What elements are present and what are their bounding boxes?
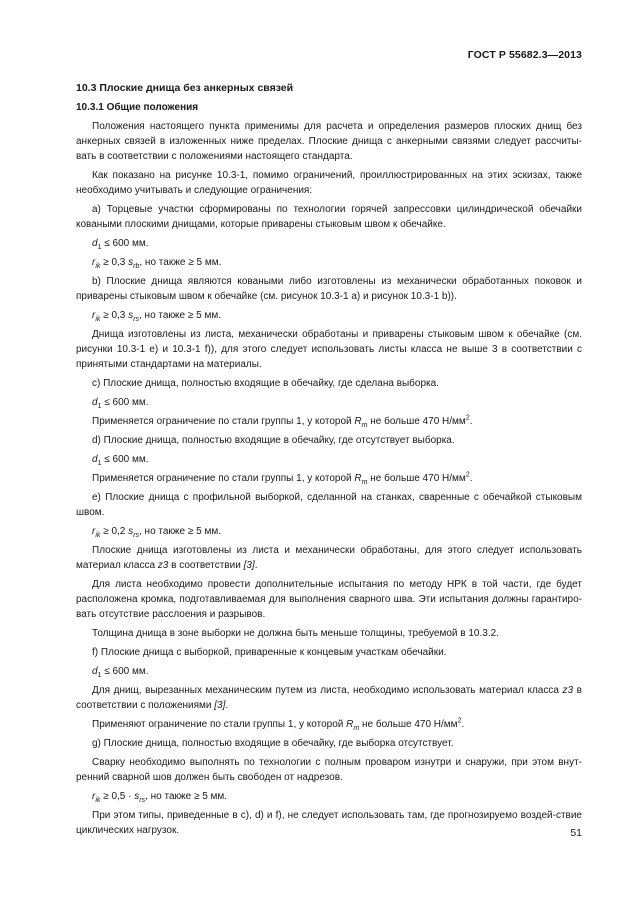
paragraph: Как показано на рисунке 10.3-1, помимо ограничений, проиллюстрированных на этих эскизах, также необходимо учитывать и следующие ограничения: bbox=[76, 170, 582, 196]
paragraph: $r_{ik} \ge 0,3$ $s_{rs}$, но также ≥ 5 мм. bbox=[92, 310, 221, 323]
paragraph: Применяют ограничение по стали группы 1, у которой $R_m$ не больше 470 $Н/мм^2$. bbox=[92, 717, 465, 732]
paragraph: $d_1 \le 600$ мм. bbox=[92, 397, 149, 410]
paragraph: Для листа необходимо провести дополнительные испытания по методу НРК в той части, где будет расположена кромка, подготавливаемая для выполнения сварного шва. Эти испытания должны гарантиро-вать отсутствие расслоения и разрывов. bbox=[76, 579, 582, 620]
paragraph: Плоские днища изготовлены из листа и механически обработаны, для этого следует использовать материал класса z3 в соответствии [3]. bbox=[76, 545, 582, 571]
paragraph: b) Плоские днища являются коваными либо изготовлены из механически обработанных поковок и приварены стыковым швом к обечайке (см. рисунок 10.3-1 a) и рисунок 10.3-1 b)). bbox=[76, 276, 582, 302]
paragraph: g) Плоские днища, полностью входящие в обечайку, где выборка отсутствует. bbox=[92, 738, 454, 749]
paragraph: $d_1 \le 600$ мм. bbox=[92, 454, 149, 467]
section-title: 10.3 Плоские днища без анкерных связей bbox=[76, 82, 294, 94]
document-body bbox=[76, 81, 582, 842]
paragraph: $r_{ik} \ge 0,3$ $s_{rb}$, но также ≥ 5 мм. bbox=[92, 257, 222, 270]
paragraph: e) Плоские днища с профильной выборкой, сделанной на станках, сваренные с обечайкой стыковым швом. bbox=[76, 492, 582, 518]
paragraph: Для днищ, вырезанных механическим путем из листа, необходимо использовать материал класса z3 в соответствии с положениями [3]. bbox=[76, 685, 582, 711]
paragraph: $r_{ik} \ge 0,5 \cdot s_{rs}$, но также ≥ 5 мм. bbox=[92, 791, 228, 804]
paragraph: c) Плоские днища, полностью входящие в обечайку, где сделана выборка. bbox=[92, 378, 439, 389]
paragraph: $d_1 \le 600$ мм. bbox=[92, 238, 149, 251]
paragraph: $r_{ik} \ge 0,2$ $s_{rs}$, но также ≥ 5 мм. bbox=[92, 526, 221, 539]
page-number: 51 bbox=[570, 827, 582, 839]
paragraph: a) Торцевые участки сформированы по технологии горячей запрессовки цилиндрической обечайки коваными плоскими днищами, которые приварены стыковым швом к обечайке. bbox=[76, 204, 582, 230]
paragraph: $d_1 \le 600$ мм. bbox=[92, 666, 149, 679]
paragraph: Толщина днища в зоне выборки не должна быть меньше толщины, требуемой в 10.3.2. bbox=[92, 628, 499, 639]
paragraph: Применяется ограничение по стали группы 1, у которой $R_m$ не больше 470 $Н/мм^2$. bbox=[92, 414, 473, 429]
standard-code-header: ГОСТ Р 55682.3—2013 bbox=[467, 49, 582, 61]
subsection-title: 10.3.1 Общие положения bbox=[76, 102, 199, 113]
paragraph: При этом типы, приведенные в c), d) и f), не следует использовать там, где прогнозируемо воздей-ствие циклических нагрузок. bbox=[76, 810, 582, 836]
paragraph: d) Плоские днища, полностью входящие в обечайку, где отсутствует выборка. bbox=[92, 435, 455, 446]
paragraph-list bbox=[76, 119, 582, 838]
paragraph: Днища изготовлены из листа, механически обработаны и приварены стыковым швом к обечайке (см. рисунки 10.3-1 e) и 10.3-1 f)), для этого следует использовать листы класса не выше 3 в соответствии с принятыми стандартами на материалы. bbox=[76, 329, 582, 370]
paragraph: Сварку необходимо выполнять по технологии с полным проваром изнутри и снаружи, при этом внут-ренний сварной шов должен быть свободен от надрезов. bbox=[76, 757, 582, 783]
paragraph: f) Плоские днища с выборкой, приваренные к концевым участкам обечайки. bbox=[92, 647, 447, 658]
paragraph: Положения настоящего пункта применимы для расчета и определения размеров плоских днищ без анкерных связей в изложенных ниже пределах. Плоские днища с анкерными связями следует рассчиты-вать в соответствии с положениями настоящего стандарта. bbox=[76, 121, 582, 162]
paragraph: Применяется ограничение по стали группы 1, у которой $R_m$ не больше 470 $Н/мм^2$. bbox=[92, 471, 473, 486]
